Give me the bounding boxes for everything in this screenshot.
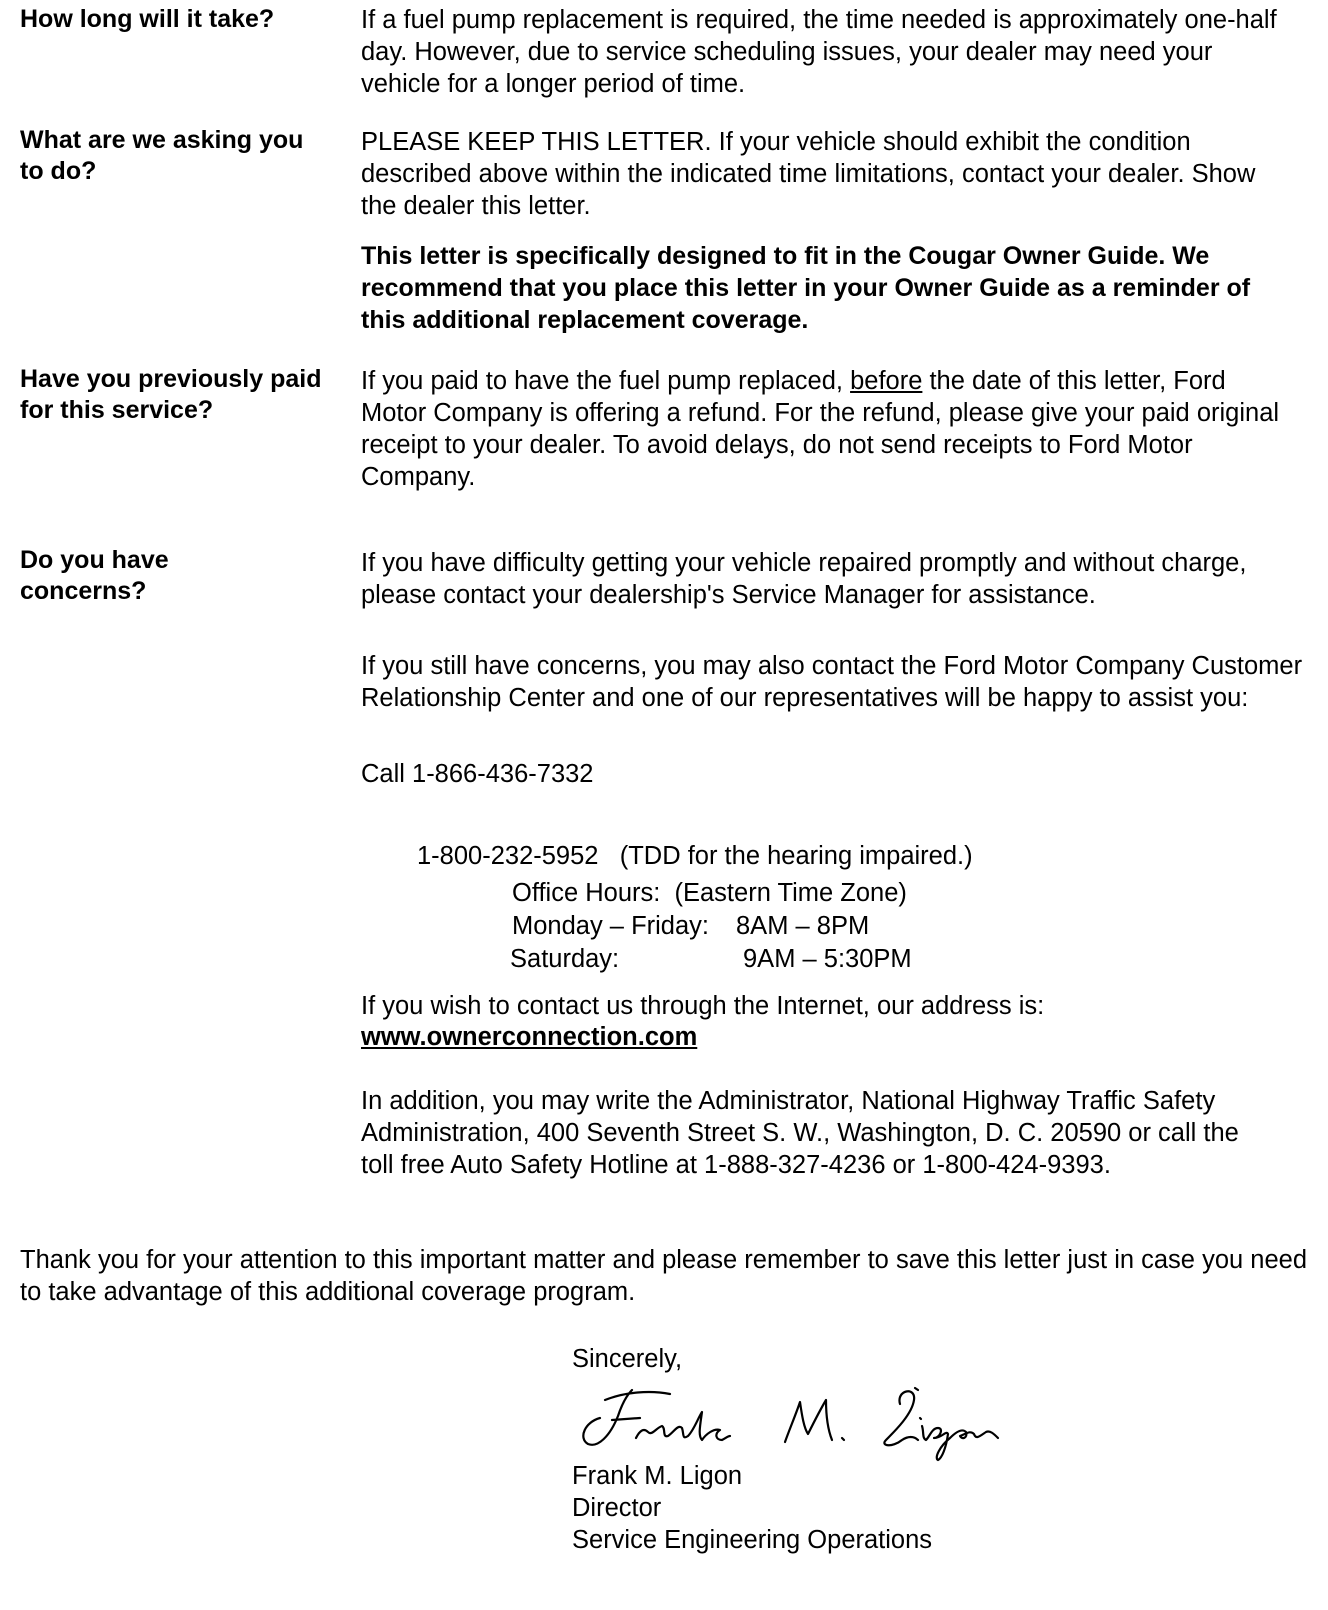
question-previously-paid: Have you previously paid for this service?	[20, 365, 322, 424]
internet-text: If you wish to contact us through the Internet, our address is:	[361, 992, 1045, 1020]
answer-previously-paid	[361, 365, 1281, 493]
hours-day-saturday: Saturday:	[510, 945, 620, 973]
office-hours-title: Office Hours: (Eastern Time Zone)	[512, 879, 907, 907]
internet-url-wrap	[361, 1021, 1311, 1053]
signer-title: Director	[572, 1494, 662, 1522]
salutation: Sincerely,	[572, 1345, 683, 1373]
closing-paragraph: Thank you for your attention to this important matter and please remember to save this letter just in case you need to take advantage of this additional coverage program.	[20, 1246, 1308, 1306]
answer-what-asking: PLEASE KEEP THIS LETTER. If your vehicle should exhibit the condition described above within the indicated time limitations, contact your dealer. Show the dealer this letter.	[361, 128, 1256, 220]
question-concerns: Do you have concerns?	[20, 546, 169, 605]
answer-previously-paid-post: the date of this letter, Ford Motor Company is offering a refund. For the refund, please give your paid original receipt to your dealer. To avoid delays, do not send receipts to Ford Motor Company.	[361, 367, 1280, 491]
owner-connection-link[interactable]: www.ownerconnection.com	[361, 1023, 698, 1051]
hours-time-saturday: 9AM – 5:30PM	[743, 945, 912, 973]
tdd-number: 1-800-232-5952 (TDD for the hearing impaired.)	[417, 842, 973, 870]
hours-day-weekdays: Monday – Friday:	[512, 912, 710, 940]
answer-concerns-2: If you still have concerns, you may also contact the Ford Motor Company Customer Relationship Center and one of our representatives will be happy to assist you:	[361, 652, 1303, 712]
owner-guide-note: This letter is specifically designed to fit in the Cougar Owner Guide. We recommend that you place this letter in your Owner Guide as a reminder of this additional replacement coverage.	[361, 242, 1251, 334]
answer-concerns: If you have difficulty getting your vehicle repaired promptly and without charge, please contact your dealership's Service Manager for assistance.	[361, 549, 1247, 609]
answer-previously-paid-pre: If you paid to have the fuel pump replaced,	[361, 367, 851, 395]
answer-how-long: If a fuel pump replacement is required, the time needed is approximately one-half day. However, due to service scheduling issues, your dealer may need your vehicle for a longer period of time.	[361, 6, 1277, 98]
question-what-asking: What are we asking you to do?	[20, 126, 304, 185]
call-number: Call 1-866-436-7332	[361, 760, 594, 788]
hours-time-weekdays: 8AM – 8PM	[736, 912, 870, 940]
handwritten-signature	[570, 1378, 1010, 1463]
before-underlined: before	[850, 367, 923, 395]
question-how-long: How long will it take?	[20, 5, 275, 33]
signer-department: Service Engineering Operations	[572, 1526, 933, 1554]
signer-name: Frank M. Ligon	[572, 1462, 743, 1490]
nhtsa-text: In addition, you may write the Administrator, National Highway Traffic Safety Administration, 400 Seventh Street S. W., Washington, D. C. 20590 or call the toll free Auto Safety Hotline at 1-888-327-4236 or 1-800-424-9393.	[361, 1087, 1239, 1179]
